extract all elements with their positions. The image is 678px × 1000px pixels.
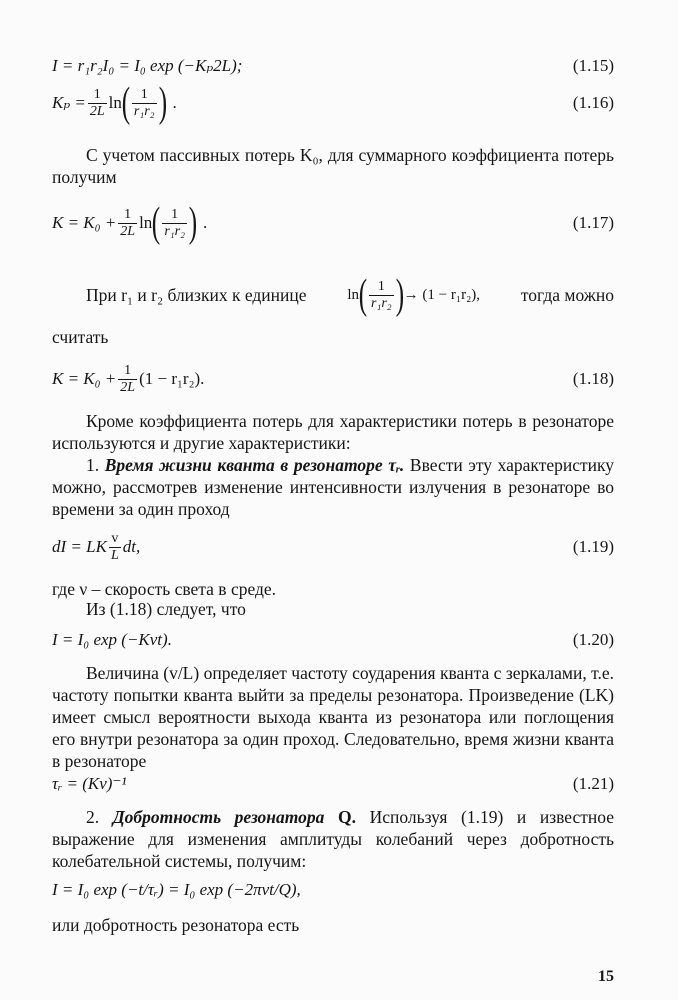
paragraph-section-2 (52, 806, 614, 872)
equation-formula (52, 202, 207, 244)
fraction-denominator: L (110, 547, 119, 563)
section-heading: Добротность резонатора (112, 807, 325, 827)
equation-formula (52, 82, 177, 124)
arrow-expression: → (1 − r₁r₂), (403, 287, 481, 303)
equation-tail: dt, (122, 537, 141, 556)
fraction-numerator: 1 (93, 86, 101, 102)
paragraph: где ν – скорость света в среде. (52, 579, 277, 599)
fraction-denominator: 2L (89, 103, 105, 119)
inner-fraction (162, 207, 187, 240)
paragraph: Кроме коэффициента потерь для характеристики потерь в резонаторе используются и другие характеристики: (52, 411, 614, 453)
equation-number: (1.15) (572, 56, 614, 75)
left-paren: ( (121, 80, 131, 126)
paragraph-continuation: считать (52, 327, 109, 347)
right-paren: ) (188, 200, 198, 246)
paragraph: Величина (v/L) определяет частоту соударения кванта с зеркалами, т.е. частоту попытки кванта выйти за пределы резонатора. Произведение (LK) имеет смысл вероятности выхода кванта из резонатора или поглощения его внутри резонатора за один проход. Следовательно, время жизни кванта в резонаторе (52, 663, 614, 771)
fraction-denominator: r₁r₂ (164, 223, 185, 239)
inline-formula (347, 274, 480, 316)
equation-formula: I = r₁r₂I₀ = I₀ exp (−Kₚ2L); (52, 56, 243, 75)
equation-tail: . (172, 93, 177, 112)
paragraph-section-1 (52, 454, 614, 520)
equation-1-16 (52, 80, 614, 126)
fraction-denominator: 2L (120, 223, 136, 239)
fraction (118, 363, 137, 396)
item-number: 1. (86, 455, 100, 475)
equation-number: (1.19) (572, 537, 614, 556)
equation-number: (1.18) (572, 369, 614, 388)
equation-1-20 (52, 630, 614, 650)
equation-formula (52, 531, 140, 564)
fraction-denominator: r₁r₂ (371, 295, 392, 311)
fraction-numerator: 1 (377, 278, 385, 294)
paragraph-inline-formula (52, 272, 614, 318)
paragraph: Из (1.18) следует, что (86, 599, 246, 619)
equation-1-19 (52, 524, 614, 570)
left-paren: ( (152, 200, 161, 246)
equation-1-21 (52, 774, 614, 794)
equation-number: (1.16) (572, 93, 614, 112)
fraction-numerator: 1 (140, 86, 148, 102)
right-paren: ) (158, 80, 167, 126)
right-paren: ) (395, 272, 404, 318)
fraction-denominator: 2L (120, 379, 136, 395)
section-heading: Время жизни кванта в резонаторе τᵣ. (104, 455, 405, 475)
paragraph: С учетом пассивных потерь K₀, для суммарного коэффициента потерь получим (52, 145, 614, 187)
equation-body: (1 − r₁r₂). (139, 369, 205, 388)
equation-lhs: K = K₀ + (52, 369, 117, 388)
fraction-numerator: 1 (124, 206, 132, 222)
paragraph-text: При r₁ и r₂ близких к единице (86, 285, 307, 305)
fraction-numerator: 1 (124, 362, 132, 378)
ln-operator: ln (347, 287, 359, 303)
inner-fraction (132, 87, 157, 120)
left-paren: ( (358, 272, 368, 318)
paragraph-text: Используя (1.19) и известное выражение для изменения амплитуды колебаний через добротность колебательной системы, получим: (52, 807, 615, 871)
paragraph-text: Ввести эту характеристику можно, рассмотрев изменение интенсивности излучения в резонаторе во времени за один проход (52, 455, 615, 519)
equation-formula: τᵣ = (Kv)⁻¹ (52, 774, 127, 793)
fraction (109, 531, 121, 564)
equation-formula: I = I₀ exp (−Kvt). (52, 630, 172, 649)
equation-lhs: K = K₀ + (52, 213, 117, 232)
item-number: 2. (86, 807, 100, 827)
equation-formula (52, 363, 204, 396)
fraction (88, 87, 107, 120)
paragraph: или добротность резонатора есть (52, 915, 300, 935)
equation-lhs: dI = LK (52, 537, 107, 556)
equation-number: (1.17) (572, 213, 614, 232)
page-number: 15 (598, 968, 614, 985)
paragraph-text: тогда можно (520, 285, 614, 305)
fraction-denominator: r₁r₂ (133, 103, 155, 119)
equation-number: (1.20) (572, 630, 614, 649)
fraction (118, 207, 137, 240)
equation-1-15 (52, 56, 614, 76)
equation-tail: . (202, 213, 208, 232)
ln-operator: ln (108, 93, 122, 112)
fraction-numerator: 1 (171, 206, 179, 222)
symbol-q: Q. (337, 807, 356, 827)
ln-operator: ln (139, 213, 153, 232)
equation-1-17 (52, 200, 614, 246)
inner-fraction (369, 279, 394, 312)
equation-formula: I = I₀ exp (−t/τᵣ) = I₀ exp (−2πvt/Q), (52, 880, 301, 899)
fraction-numerator: v (111, 530, 119, 546)
equation-number: (1.21) (572, 774, 614, 793)
equation-1-18 (52, 356, 614, 402)
equation-lhs: Kₚ = (52, 93, 86, 112)
equation-quality (52, 880, 614, 900)
